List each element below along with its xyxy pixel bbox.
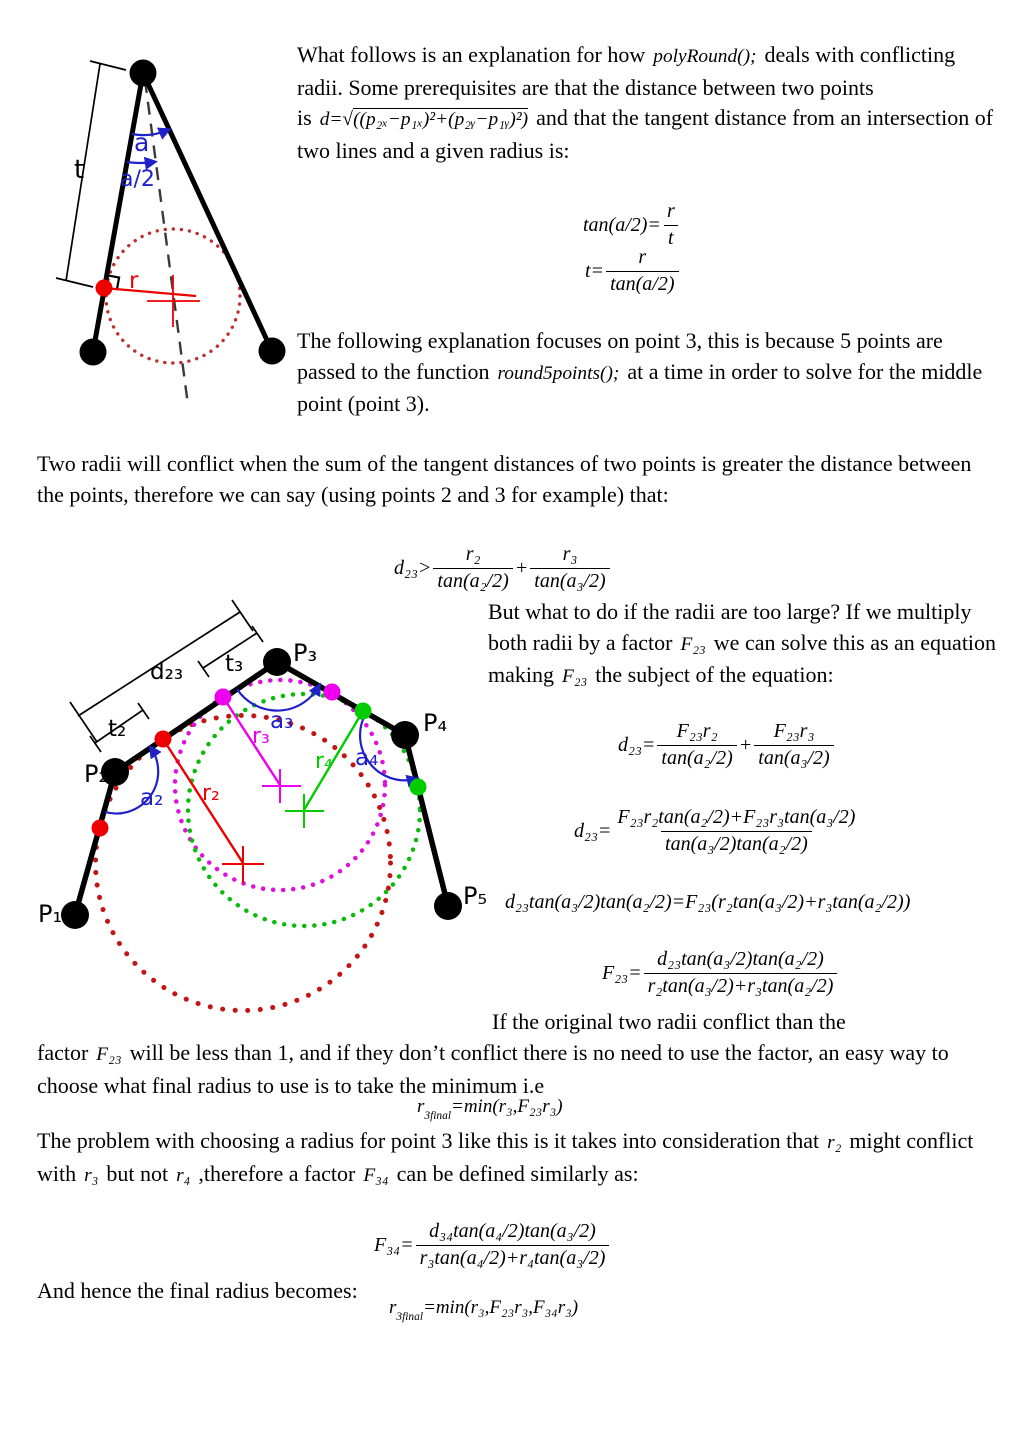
text-run: can be defined similarly as: [396, 1160, 639, 1186]
r4-tangent-dot-a [355, 703, 372, 720]
fraction-denominator: tan(a₃/2) [530, 568, 609, 594]
plus-sign: + [514, 556, 529, 579]
fraction-denominator: r₂tan(a₃/2)+r₃tan(a₂/2) [644, 973, 838, 999]
label-p3: P₃ [293, 639, 318, 667]
text-run: r₃ [84, 1164, 99, 1186]
text-run: round5points(); [497, 362, 620, 384]
label-a: a [134, 128, 150, 157]
t3-tick-left [198, 661, 209, 677]
label-t2: t₂ [108, 716, 127, 742]
equation-f23-solution [602, 948, 839, 998]
fraction-numerator: F₂₃r₂ [676, 720, 718, 742]
eq-base: r [389, 1297, 397, 1318]
label-p4: P₄ [423, 709, 448, 737]
conflict-paragraph [37, 449, 989, 510]
equation-tangent-distance [585, 246, 681, 296]
figure-tangent-distance-diagram [40, 50, 300, 415]
t3-tick-right [252, 626, 263, 642]
conflict-factor-line [492, 1007, 1004, 1038]
fraction [433, 543, 512, 593]
fraction-numerator: r [666, 200, 675, 222]
text-run: polyRound(); [653, 46, 757, 67]
plus-sign: + [738, 733, 753, 756]
text-run: r₄ [176, 1164, 191, 1186]
text-run: but not [106, 1160, 169, 1186]
fraction [663, 200, 679, 250]
eq-base: r [417, 1096, 425, 1117]
text-run: F₂₃ [680, 633, 706, 655]
equation-d23-with-factor [618, 720, 836, 770]
text-run: and that the tangent distance from an intersection of two lines and a given radius is: [297, 105, 994, 163]
eq-lhs: d₂₃> [394, 556, 432, 579]
text-run: will be less than 1, and if they don’t conflict there is no need to use the factor, an easy way to choose what final radius to use is to take the minimum i.e [37, 1040, 949, 1098]
label-p2: P₂ [84, 760, 109, 788]
eq-rest: =min(r₃,F₂₃r₃) [451, 1096, 563, 1117]
label-r2: r₂ [202, 781, 220, 806]
equation-f34-definition [374, 1220, 611, 1270]
left-leg-line [93, 73, 143, 352]
text-run: F₃₄ [363, 1164, 389, 1186]
eq-subscript: 3final [396, 1311, 423, 1323]
label-t3: t₃ [225, 651, 244, 677]
p3-dot [263, 648, 291, 676]
text-run: And hence the final radius becomes: [37, 1278, 358, 1303]
right-end-dot [259, 338, 286, 365]
r4-tangent-dot-b [410, 779, 427, 796]
label-a2: a₂ [140, 785, 164, 811]
text-run: d=√ [319, 109, 354, 130]
intro-paragraph [297, 40, 994, 166]
radius-r-line [104, 288, 196, 296]
text-run: But what to do if the radii are too large? If we multiply both radii by a factor [488, 599, 972, 655]
label-a-half: a/2 [120, 167, 155, 192]
p1-dot [61, 901, 89, 929]
fraction-denominator: tan(a₃/2) [754, 745, 833, 771]
radii-too-large-paragraph [488, 597, 1000, 693]
text-run: might conflict with [37, 1128, 974, 1186]
angle-a3-arc [237, 686, 319, 711]
text-run: ((p₂ₓ−p₁ₓ)²+(p₂ᵧ−p₁ᵧ)²) [353, 109, 529, 130]
text-run: F₂₃ [562, 666, 588, 687]
eq-text: d₂₃tan(a₃/2)tan(a₂/2)=F₂₃(r₂tan(a₃/2)+r₃tan(a₂/2)) [505, 891, 911, 913]
fraction-numerator: r [638, 246, 647, 268]
text-run: we can solve this as an equation making [488, 629, 997, 687]
text-run: r₂ [827, 1132, 842, 1153]
fraction [657, 720, 736, 770]
t2-tick-right [138, 703, 149, 719]
r3-tangent-dot-a [215, 689, 232, 706]
text-run: the subject of the equation: [595, 662, 834, 687]
t-measurement-tick-top [90, 61, 126, 70]
fraction [530, 543, 609, 593]
equation-d23-cross-multiplied [505, 891, 910, 914]
polyline-p1-p5 [75, 662, 448, 915]
text-run: ,therefore a factor [198, 1160, 356, 1186]
fraction-numerator: d₃₄tan(a₄/2)tan(a₃/2) [429, 1220, 596, 1242]
label-p1: P₁ [38, 900, 63, 928]
fraction [754, 720, 833, 770]
fraction [613, 806, 859, 856]
label-d23: d₂₃ [150, 659, 184, 685]
focus-paragraph [297, 326, 994, 420]
fraction-numerator: F₂₃r₂tan(a₂/2)+F₂₃r₃tan(a₃/2) [617, 806, 856, 828]
conflict-factor-paragraph [37, 1038, 989, 1101]
r3-tangent-dot-b [324, 684, 341, 701]
r2-tangent-dot-b [155, 731, 172, 748]
eq-lhs: d₂₃= [574, 819, 612, 842]
p5-dot [434, 892, 462, 920]
figure-polyline-radii-diagram [30, 593, 505, 1025]
left-end-dot [80, 339, 107, 366]
fraction-numerator: F₂₃r₃ [773, 720, 815, 742]
p4-dot [391, 721, 419, 749]
angle-a-half-arc [127, 162, 154, 163]
text-run: deals with conflicting radii. Some prerequisites are that the distance between two points is [297, 42, 956, 130]
fraction-numerator: r₂ [465, 543, 481, 565]
eq-subscript: 3final [424, 1110, 451, 1122]
fraction [644, 948, 838, 998]
fraction-numerator: d₂₃tan(a₃/2)tan(a₂/2) [657, 948, 824, 970]
equation-tan-half-angle [583, 200, 681, 250]
problem-paragraph [37, 1126, 997, 1191]
r2-tangent-dot-a [92, 820, 109, 837]
label-a4: a₄ [355, 745, 379, 771]
fraction-numerator: r₃ [562, 543, 578, 565]
vertex-dot [130, 60, 157, 87]
label-a3: a₃ [270, 708, 294, 734]
eq-lhs: F₃₄= [374, 1233, 414, 1256]
fraction-denominator: tan(a₃/2)tan(a₂/2) [661, 831, 812, 857]
fraction-denominator: tan(a₂/2) [433, 568, 512, 594]
text-run: F₂₃ [96, 1044, 122, 1065]
fraction-denominator: t [664, 225, 678, 251]
label-t: t [74, 155, 85, 185]
text-run: Two radii will conflict when the sum of the tangent distances of two points is greater the distance between the points, therefore we can say (using points 2 and 3 for example) that: [37, 451, 972, 507]
equation-conflict-inequality [394, 543, 612, 593]
eq-lhs: tan(a/2)= [583, 213, 661, 236]
t-measurement-tick-bottom [56, 278, 93, 287]
eq-rest: =min(r₃,F₂₃r₃,F₃₄r₃) [423, 1297, 579, 1318]
text-run: factor [37, 1040, 89, 1065]
label-r4: r₄ [315, 749, 333, 774]
equation-d23-combined [574, 806, 861, 856]
fraction-denominator: tan(a₂/2) [657, 745, 736, 771]
text-run: What follows is an explanation for how [297, 42, 646, 67]
fraction [416, 1220, 610, 1270]
label-r3: r₃ [252, 724, 270, 749]
fraction-denominator: tan(a/2) [606, 271, 678, 297]
tangent-point-dot [96, 280, 113, 297]
label-r: r [129, 268, 139, 294]
fraction-denominator: r₃tan(a₄/2)+r₄tan(a₃/2) [416, 1245, 610, 1271]
text-run: at a time in order to solve for the middle point (point 3). [297, 358, 983, 416]
eq-lhs: F₂₃= [602, 961, 642, 984]
eq-lhs: t= [585, 259, 605, 282]
fraction [606, 246, 678, 296]
text-run: The problem with choosing a radius for point 3 like this is it takes into consideration that [37, 1128, 820, 1153]
equation-r3-final-full [389, 1297, 579, 1323]
text-run: If the original two radii conflict than the [492, 1009, 846, 1034]
equation-r3-final-min [417, 1096, 563, 1122]
text-run: The following explanation focuses on point 3, this is because 5 points are passed to the function [297, 328, 943, 384]
eq-lhs: d₂₃= [618, 733, 656, 756]
label-p5: P₅ [463, 882, 488, 910]
d23-tick-left [70, 702, 97, 742]
